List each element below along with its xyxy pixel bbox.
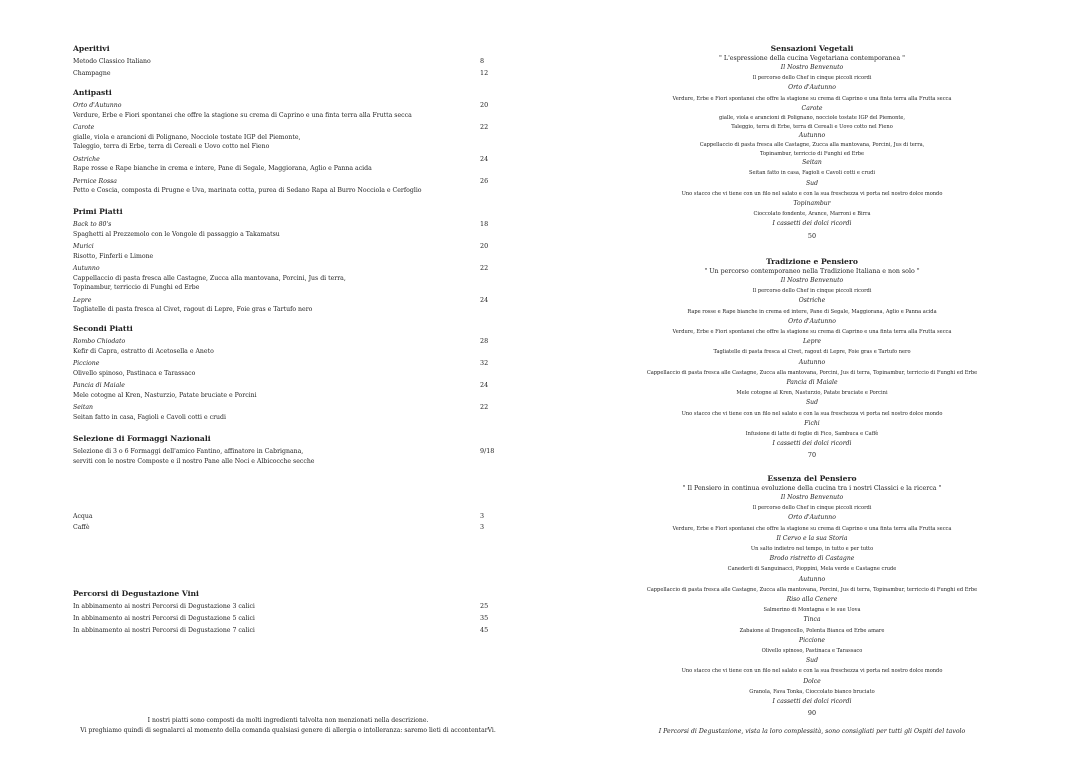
tasting-price: 50 <box>807 231 817 240</box>
allergy-note <box>73 716 503 735</box>
menu-item <box>73 101 503 120</box>
course-description: Seitan fatto in casa, Fagioli e Cavoli cotti e crudi <box>749 170 875 177</box>
item-price: 35 <box>480 614 489 622</box>
course-name: Orto d'Autunno <box>788 514 836 522</box>
section-primi <box>73 207 503 315</box>
tasting-title: Essenza del Pensiero <box>767 474 857 483</box>
item-name: Rombo Chiodato <box>73 338 126 345</box>
course-name: I cassetti dei dolci ricordi <box>772 698 852 706</box>
course-description: Tagliatelle di pasta fresca al Civet, ragout di Lepre, Foie gras e Tartufo nero <box>713 349 911 356</box>
course-name: Dolce <box>803 677 821 685</box>
item-name: In abbinamento ai nostri Percorsi di Degustazione 3 calici <box>73 603 255 610</box>
menu-item <box>73 69 503 79</box>
tasting-subtitle: " L'espressione della cucina Vegetariana contemporanea " <box>718 55 905 62</box>
item-price: 3 <box>480 512 485 520</box>
course-name: Fichi <box>804 419 820 427</box>
course-description: Uno stacco che vi tiene con un filo nel salato e con la sua freschezza vi porta nel nostro dolce mondo <box>681 410 943 417</box>
section-secondi <box>73 324 503 422</box>
menu-item <box>73 264 503 293</box>
item-price: 26 <box>480 176 489 185</box>
item-description: Cappellaccio di pasta fresca alle Castagne, Zucca alla mantovana, Porcini, Jus di terra, <box>73 274 346 282</box>
item-name: Ostriche <box>73 155 100 163</box>
course-name: Pancia di Maiale <box>786 379 838 387</box>
item-description: Seitan fatto in casa, Fagioli e Cavoli cotti e crudi <box>73 413 226 421</box>
item-price: 22 <box>480 123 489 131</box>
item-name: Acqua <box>73 513 93 520</box>
course-name: Seitan <box>802 159 822 167</box>
left-menu-page <box>0 0 540 764</box>
course-description: Uno stacco che vi tiene con un filo nel salato e con la sua freschezza vi porta nel nostro dolce mondo <box>681 668 943 675</box>
course-name: Orto d'Autunno <box>788 84 836 92</box>
item-price: 22 <box>480 403 489 411</box>
item-price: 22 <box>480 264 489 272</box>
tasting-subtitle: " Un percorso contemporaneo nella Tradizione Italiana e non solo " <box>704 268 920 275</box>
section-vini <box>73 589 503 636</box>
item-price: 28 <box>480 337 489 345</box>
course-description: Rape rosse e Rape bianche in crema ed intere, Pane di Segale, Maggiorana, Aglio e Panna acida <box>687 308 937 315</box>
menu-item <box>73 220 503 239</box>
item-price: 24 <box>480 154 489 163</box>
menu-item <box>73 123 503 152</box>
menu-item <box>73 177 503 196</box>
course-name: Carote <box>801 104 823 112</box>
tasting-menu-essenza <box>541 474 1083 720</box>
item-description: Risotto, Finferli e Limone <box>73 252 154 260</box>
allergy-note-line: Vi preghiamo quindi di segnalarci al momento della comanda qualsiasi genere di allergia o intolleranza: saremo lieti di accontentarVi. <box>80 726 496 734</box>
course-name: Autunno <box>798 575 826 583</box>
course-name: I cassetti dei dolci ricordi <box>772 220 852 228</box>
item-name: Carote <box>73 124 95 131</box>
menu-item <box>73 614 503 624</box>
menu-item <box>73 242 503 261</box>
course-name: Orto d'Autunno <box>788 317 836 325</box>
item-description: Olivello spinoso, Pastinaca e Tarassaco <box>73 369 196 377</box>
item-price: 8 <box>480 57 485 65</box>
item-description: Verdure, Erbe e Fiori spontanei che offre la stagione su crema di Caprino e una finta terra alla Frutta secca <box>73 111 412 119</box>
course-name: Ostriche <box>798 297 826 305</box>
item-price: 9/18 <box>480 447 495 455</box>
menu-item <box>73 447 503 466</box>
course-description: Verdure, Erbe e Fiori spontanei che offre la stagione su crema di Caprino e una finta terra alla Frutta secca <box>672 525 952 532</box>
item-name: Lepre <box>73 296 92 304</box>
section-title: Selezione di Formaggi Nazionali <box>73 434 211 443</box>
item-name: In abbinamento ai nostri Percorsi di Degustazione 7 calici <box>73 627 255 634</box>
item-name: Autunno <box>73 265 100 272</box>
item-description: Taleggio, terra di Erbe, terra di Cereali e Uovo cotto nel Fieno <box>73 143 270 150</box>
item-name: Pernice Rossa <box>73 177 117 185</box>
course-description: Il percorso dello Chef in cinque piccoli ricordi <box>752 75 872 82</box>
course-description: gialle, viola e arancioni di Polignano, nocciole tostate IGP del Piemonte, <box>718 115 906 122</box>
item-price: 18 <box>480 220 489 228</box>
course-name: Il Nostro Benvenuto <box>780 277 844 284</box>
item-description: Kefir di Capra, estratto di Acetosella e Aneto <box>73 347 214 355</box>
section-aperitivi <box>73 44 503 79</box>
course-description: Zabaione al Dragoncello, Polenta Bianca ed Erbe amare <box>739 627 885 634</box>
course-description: Salmerino di Montagna e le sue Uova <box>763 607 861 614</box>
course-name: Tinca <box>803 616 821 624</box>
menu-item <box>73 57 503 67</box>
course-name: Riso alla Cenere <box>786 596 838 604</box>
course-description: Cappellaccio di pasta fresca alle Castagne, Zucca alla mantovana, Porcini, Jus di terra, Topinambur, terriccio di Funghi ed Erbe <box>646 586 978 593</box>
course-name: Sud <box>805 399 818 407</box>
section-title: Antipasti <box>73 88 112 97</box>
menu-item <box>73 626 503 636</box>
item-name: Piccione <box>73 360 100 367</box>
course-name: Sud <box>805 657 818 665</box>
item-description: serviti con le nostre Composte e il nostro Pane alle Noci e Albicocche secche <box>73 457 315 465</box>
course-description: Il percorso dello Chef in cinque piccoli ricordi <box>752 288 872 295</box>
section-extras <box>73 512 503 532</box>
course-description: Verdure, Erbe e Fiori spontanei che offre la stagione su crema di Caprino e una finta terra alla Frutta secca <box>672 95 952 102</box>
course-name: Il Cervo e la sua Storia <box>776 534 848 542</box>
menu-item <box>73 359 503 378</box>
item-price: 20 <box>480 101 489 109</box>
course-name: Il Nostro Benvenuto <box>780 494 844 501</box>
menu-item <box>73 296 503 315</box>
menu-item <box>73 602 503 612</box>
item-price: 12 <box>480 69 489 77</box>
item-price: 20 <box>480 242 489 250</box>
section-formaggi <box>73 434 503 466</box>
item-description: Petto e Coscia, composta di Prugne e Uva, marinata cotta, purea di Sedano Rapa al Burro Nocciola e Cerfoglio <box>73 187 422 194</box>
course-description: Granola, Fava Tonka, Cioccolato bianco bruciato <box>749 688 875 695</box>
course-name: Brodo ristretto di Castagne <box>769 555 855 563</box>
course-name: Autunno <box>798 132 826 140</box>
item-name: Caffè <box>73 523 90 531</box>
course-name: Sud <box>805 179 818 187</box>
item-price: 45 <box>480 626 489 634</box>
course-name: Autunno <box>798 358 826 366</box>
menu-item <box>73 337 503 356</box>
section-title: Aperitivi <box>73 44 110 53</box>
course-description: Cioccolato fondente, Arance, Marroni e Birra <box>753 211 871 218</box>
course-description: Taleggio, terra di Erbe, terra di Cereali e Uovo cotto nel Fieno <box>731 123 893 130</box>
item-price: 3 <box>480 522 485 531</box>
course-name: Topinambur <box>793 200 831 208</box>
course-description: Verdure, Erbe e Fiori spontanei che offre la stagione su crema di Caprino e una finta terra alla Frutta secca <box>672 329 952 336</box>
course-description: Olivello spinoso, Pastinaca e Tarassaco <box>761 648 863 655</box>
menu-item <box>73 381 503 400</box>
tasting-note: I Percorsi di Degustazione, vista la loro complessità, sono consigliati per tutti gli Ospiti del tavolo <box>658 728 966 735</box>
item-name: Orto d'Autunno <box>73 102 122 109</box>
course-name: Piccione <box>798 636 826 644</box>
course-name: Lepre <box>802 338 822 346</box>
section-title: Secondi Piatti <box>73 324 133 333</box>
section-title: Percorsi di Degustazione Vini <box>73 589 199 598</box>
allergy-note-line: I nostri piatti sono composti da molti ingredienti talvolta non menzionati nella descrizione. <box>147 717 429 724</box>
item-price: 25 <box>480 602 489 610</box>
course-description: Topinambur, terriccio di Funghi ed Erbe <box>759 150 865 157</box>
course-description: Uno stacco che vi tiene con un filo nel salato e con la sua freschezza vi porta nel nostro dolce mondo <box>681 190 943 197</box>
item-description: Mele cotogne al Kren, Nasturzio, Patate bruciate e Porcini <box>73 391 257 399</box>
item-description: Tagliatelle di pasta fresca al Civet, ragout di Lepre, Foie gras e Tartufo nero <box>73 306 313 313</box>
course-description: Cappellaccio di pasta fresca alle Castagne, Zucca alla mantovana, Porcini, Jus di terra, Topinambur, terriccio di Funghi ed Erbe <box>646 369 978 376</box>
course-description: Infusione di latte di foglie di Fico, Sambuca e Caffè <box>745 431 879 438</box>
item-price: 32 <box>480 359 489 367</box>
menu-item <box>73 403 503 422</box>
item-name: Metodo Classico Italiano <box>73 58 151 65</box>
item-description: Selezione di 3 o 6 Formaggi dell'amico Fantino, affinatore in Cabrignana, <box>73 448 304 455</box>
item-name: In abbinamento ai nostri Percorsi di Degustazione 5 calici <box>73 615 255 622</box>
item-description: Rape rosse e Rape bianche in crema e intere, Pane di Segale, Maggiorana, Aglio e Panna acida <box>73 165 372 172</box>
course-description: Canederli di Sanguinacci, Pioppini, Mela verde e Castagne crude <box>727 566 897 573</box>
item-description: Topinambur, terriccio di Funghi ed Erbe <box>73 284 200 291</box>
tasting-title: Sensazioni Vegetali <box>770 44 854 53</box>
item-name: Pancia di Maiale <box>73 382 125 389</box>
course-description: Un salto indietro nel tempo, in tutto e per tutto <box>750 546 874 553</box>
item-name: Seitan <box>73 404 94 411</box>
section-antipasti <box>73 88 503 196</box>
tasting-menu-tradizione <box>541 257 1083 462</box>
tasting-subtitle: " Il Pensiero in continua evoluzione della cucina tra i nostri Classici e la ricerca " <box>682 485 942 492</box>
tasting-price: 70 <box>807 451 817 460</box>
course-description: Mele cotogne al Kren, Nasturzio, Patate bruciate e Porcini <box>736 390 888 397</box>
course-name: Il Nostro Benvenuto <box>780 64 844 71</box>
right-menu-page <box>541 0 1083 764</box>
section-title: Primi Piatti <box>73 207 123 216</box>
menu-item <box>73 155 503 174</box>
item-price: 24 <box>480 381 489 389</box>
item-name: Back to 80's <box>73 221 112 228</box>
item-name: Murici <box>73 243 94 250</box>
course-description: Il percorso dello Chef in cinque piccoli ricordi <box>752 505 872 512</box>
item-name: Champagne <box>73 70 111 77</box>
course-name: I cassetti dei dolci ricordi <box>772 440 852 448</box>
tasting-menu-sensazioni <box>541 44 1083 243</box>
course-description: Cappellaccio di pasta fresca alle Castagne, Zucca alla mantovana, Porcini, Jus di terra, <box>699 142 925 149</box>
tasting-title: Tradizione e Pensiero <box>766 257 858 266</box>
tasting-price: 90 <box>807 709 817 718</box>
item-price: 24 <box>480 295 489 304</box>
item-description: gialle, viola e arancioni di Polignano, Nocciole tostate IGP del Piemonte, <box>73 133 301 141</box>
menu-item <box>73 523 503 533</box>
menu-item <box>73 512 503 522</box>
item-description: Spaghetti al Prezzemolo con le Vongole di passaggio a Takamatsu <box>73 230 280 238</box>
